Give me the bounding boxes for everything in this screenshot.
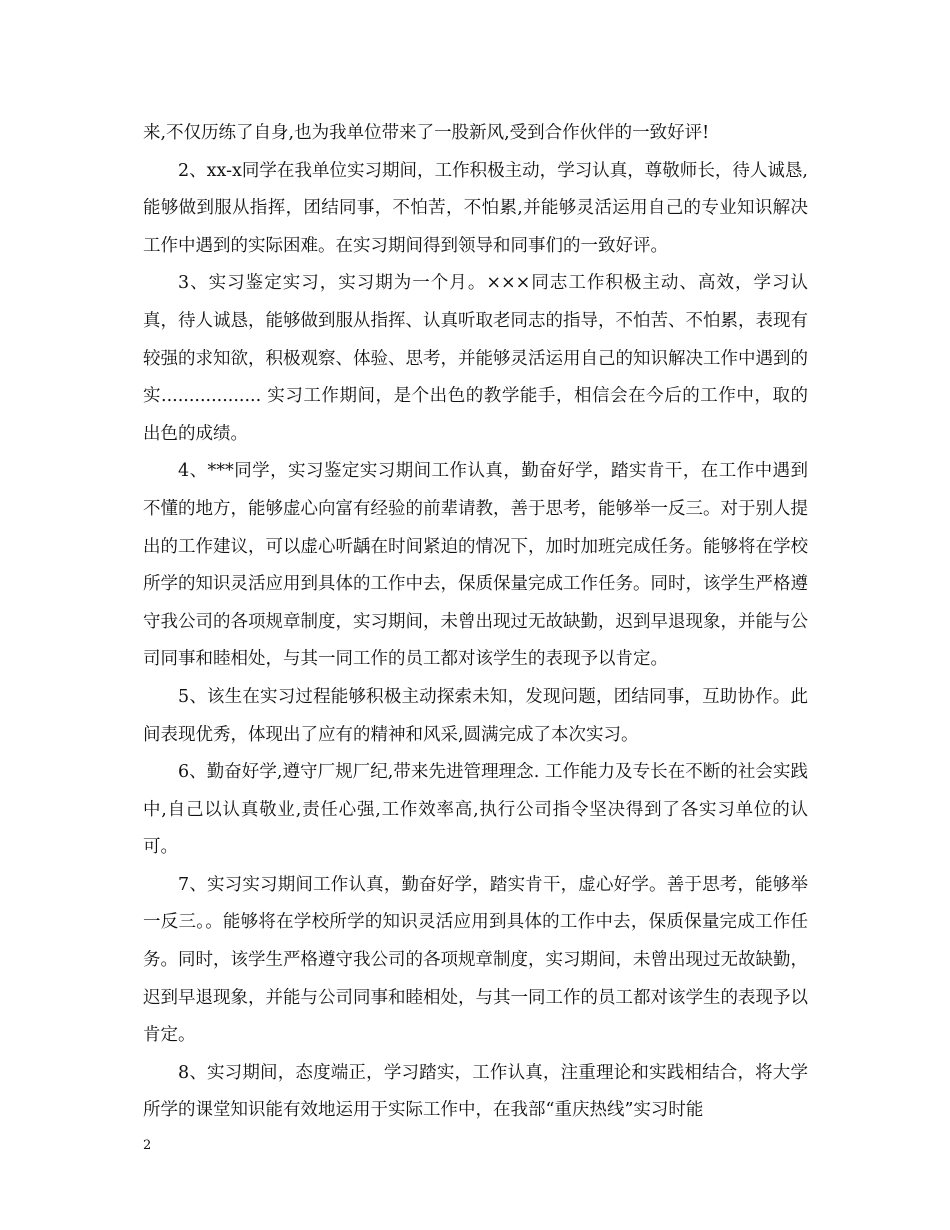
page-number: 2 (143, 1138, 152, 1153)
paragraph-continuation: 来,不仅历练了自身,也为我单位带来了一股新风,受到合作伙伴的一致好评! (143, 123, 710, 143)
paragraph-item-2: 2、xx-x同学在我单位实习期间，工作积极主动，学习认真，尊敬师长，待人诚恳,能够做到服从指挥，团结同事，不怕苦，不怕累,并能够灵活运用自己的专业知识解决工作中遇到的实际困难。在实习期间得到领导和同事们的一致好评。 (143, 160, 808, 256)
paragraph-item-4: 4、***同学，实习鉴定实习期间工作认真，勤奋好学，踏实肯干，在工作中遇到不懂的地方，能够虚心向富有经验的前辈请教，善于思考，能够举一反三。对于别人提出的工作建议，可以虚心听龋在时间紧迫的情况下，加时加班完成任务。能够将在学校所学的知识灵活应用到具体的工作中去，保质保量完成工作任务。同时，该学生严格遵守我公司的各项规章制度，实习期间，未曾出现过无故缺勤，迟到早退现象，并能与公司同事和睦相处，与其一同工作的员工都对该学生的表现予以肯定。 (143, 461, 808, 670)
document-body (143, 115, 808, 1130)
paragraph-item-7: 7、实习实习期间工作认真，勤奋好学，踏实肯干，虚心好学。善于思考，能够举一反三。。能够将在学校所学的知识灵活应用到具体的工作中去，保质保量完成工作任务。同时，该学生严格遵守我公司的各项规章制度，实习期间，未曾出现过无故缺勤，迟到早退现象，并能与公司同事和睦相处，与其一同工作的员工都对该学生的表现予以肯定。 (143, 874, 808, 1046)
paragraph-item-8: 8、实习期间，态度端正，学习踏实，工作认真，注重理论和实践相结合，将大学所学的课堂知识能有效地运用于实际工作中，在我部“重庆热线”实习时能 (143, 1062, 808, 1121)
paragraph-item-3: 3、实习鉴定实习，实习期为一个月。×××同志工作积极主动、高效，学习认真，待人诚恳，能够做到服从指挥、认真听取老同志的指导，不怕苦、不怕累，表现有较强的求知欲，积极观察、体验、思考，并能够灵活运用自己的知识解决工作中遇到的实.................. 实习工作期间，是个出色的教学能手，相信会在今后的工作中，取的出色的成绩。 (143, 273, 808, 444)
paragraph-item-5: 5、该生在实习过程能够积极主动探索未知，发现问题，团结同事，互助协作。此间表现优秀，体现出了应有的精神和风采,圆满完成了本次实习。 (143, 686, 808, 745)
paragraph-item-6: 6、勤奋好学,遵守厂规厂纪,带来先进管理理念. 工作能力及专长在不断的社会实践中,自己以认真敬业,责任心强,工作效率高,执行公司指令坚决得到了各实习单位的认可。 (143, 762, 808, 858)
